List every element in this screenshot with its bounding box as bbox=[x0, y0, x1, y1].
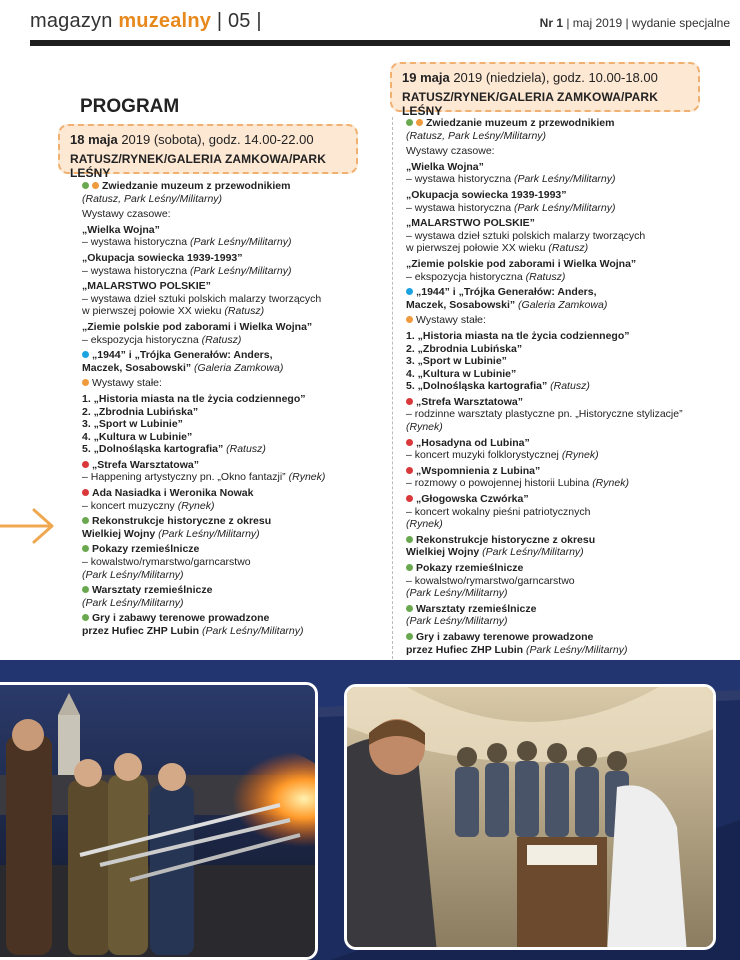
program-item-desc: – wystawa dzieł sztuki polskich malarzy tworzących bbox=[406, 229, 646, 242]
program-item bbox=[82, 321, 357, 346]
program-item-location: (Park Leśny/Militarny) bbox=[406, 615, 508, 628]
program-item-title: „MALARSTWO POLSKIE” bbox=[406, 217, 535, 230]
red-dot-icon bbox=[406, 467, 413, 474]
program-item-title-cont: Wielkiej Wojny bbox=[82, 527, 159, 540]
program-item-title: „Ziemie polskie pod zaborami i Wielka Wojna” bbox=[82, 320, 313, 333]
green-dot-icon bbox=[406, 605, 413, 612]
program-item-desc: w pierwszej połowie XX wieku bbox=[82, 305, 225, 318]
program-item-desc: – Happening artystyczny pn. „Okno fantazji” bbox=[82, 471, 289, 484]
program-item-desc: – koncert muzyki folklorystycznej bbox=[406, 449, 562, 462]
green-dot-icon bbox=[82, 517, 89, 524]
program-item-location: (Ratusz, Park Leśny/Militarny) bbox=[82, 192, 223, 205]
program-item-title: Gry i zabawy terenowe prowadzone bbox=[416, 630, 594, 643]
program-item-title-cont: 3. „Sport w Lubinie” bbox=[406, 355, 507, 368]
program-item-title: „1944” i „Trójka Generałów: Anders, bbox=[92, 349, 273, 362]
day1-date-bold: 18 maja bbox=[70, 132, 118, 147]
program-item-desc: – wystawa historyczna bbox=[82, 236, 190, 249]
program-item bbox=[406, 493, 696, 531]
program-item bbox=[82, 459, 357, 484]
program-item bbox=[406, 189, 696, 214]
program-item-location: (Ratusz) bbox=[548, 242, 589, 255]
program-item-title-cont: Maczek, Sosabowski” bbox=[406, 298, 519, 311]
orange-dot-icon bbox=[82, 379, 89, 386]
program-item bbox=[82, 280, 357, 318]
program-item-title-cont: 5. „Dolnośląska kartografia” bbox=[82, 443, 227, 456]
program-item-title: „Wielka Wojna” bbox=[82, 223, 160, 236]
program-item-title-cont: Wielkiej Wojny bbox=[406, 546, 483, 559]
day1-header-box bbox=[58, 124, 358, 180]
program-item bbox=[406, 603, 696, 628]
program-item-location: (Park Leśny/Militarny) bbox=[513, 201, 616, 214]
program-item-location: (Rynek) bbox=[177, 499, 215, 512]
program-item-desc: – rodzinne warsztaty plastyczne pn. „Historyczne stylizacje” bbox=[406, 408, 683, 421]
program-item bbox=[82, 252, 357, 277]
green-dot-icon bbox=[82, 586, 89, 593]
program-item bbox=[406, 145, 696, 158]
program-item-location: (Park Leśny/Militarny) bbox=[513, 173, 616, 186]
program-item-desc: Wystawy czasowe: bbox=[406, 145, 495, 158]
program-item-location: (Rynek) bbox=[406, 421, 443, 434]
green-dot-icon bbox=[82, 545, 89, 552]
program-item-location: (Ratusz, Park Leśny/Militarny) bbox=[406, 129, 547, 142]
program-item bbox=[406, 465, 696, 490]
program-item-title-cont: 2. „Zbrodnia Lubińska” bbox=[406, 342, 523, 355]
program-item-title: Pokazy rzemieślnicze bbox=[416, 562, 524, 574]
photo-museum-cellar bbox=[344, 684, 716, 950]
program-item-location: (Park Leśny/Militarny) bbox=[189, 264, 292, 277]
program-item-title: Zwiedzanie muzeum z przewodnikiem bbox=[426, 117, 615, 129]
green-dot-icon bbox=[82, 182, 89, 189]
program-item-title: Rekonstrukcje historyczne z okresu bbox=[92, 515, 272, 528]
issue-date: | maj 2019 | wydanie specjalne bbox=[563, 16, 730, 30]
program-item-title: Zwiedzanie muzeum z przewodnikiem bbox=[102, 180, 291, 192]
red-dot-icon bbox=[406, 439, 413, 446]
program-item-location: (Ratusz) bbox=[525, 270, 566, 283]
program-item bbox=[406, 258, 696, 283]
program-item bbox=[406, 161, 696, 186]
program-item-location: (Park Leśny/Militarny) bbox=[82, 568, 184, 581]
program-item-title: Warsztaty rzemieślnicze bbox=[416, 602, 537, 615]
program-item-title: „Strefa Warsztatowa” bbox=[416, 395, 523, 408]
program-item bbox=[82, 208, 357, 221]
program-item-location: (Park Leśny/Militarny) bbox=[82, 596, 184, 609]
program-item bbox=[406, 396, 696, 434]
day2-date bbox=[402, 70, 688, 85]
program-item-title-cont: 4. „Kultura w Lubinie” bbox=[82, 430, 193, 443]
day2-date-bold: 19 maja bbox=[402, 70, 450, 85]
program-item-title: „Ziemie polskie pod zaborami i Wielka Wojna” bbox=[406, 257, 637, 270]
program-item-desc: – kowalstwo/rymarstwo/garncarstwo bbox=[82, 556, 251, 569]
program-item bbox=[82, 180, 357, 205]
photo-reenactors-torches bbox=[0, 682, 318, 960]
red-dot-icon bbox=[406, 495, 413, 502]
program-item-desc: – wystawa historyczna bbox=[406, 201, 514, 214]
program-item bbox=[406, 117, 696, 142]
program-item bbox=[82, 224, 357, 249]
program-item-desc: – rozmowy o powojennej historii Lubina bbox=[406, 477, 593, 490]
program-item bbox=[82, 543, 357, 581]
day1-venues: RATUSZ/RYNEK/GALERIA ZAMKOWA/PARK LEŚNY bbox=[70, 152, 326, 180]
program-item-desc: – wystawa dzieł sztuki polskich malarzy tworzących bbox=[82, 292, 322, 305]
blue-dot-icon bbox=[406, 288, 413, 295]
program-item-desc: – koncert muzyczny bbox=[82, 499, 178, 512]
day1-date bbox=[70, 132, 346, 147]
program-item bbox=[406, 217, 696, 255]
program-item bbox=[406, 330, 696, 393]
green-dot-icon bbox=[406, 119, 413, 126]
program-item bbox=[82, 515, 357, 540]
program-item-title: „Hosadyna od Lubina” bbox=[416, 436, 530, 449]
program-item bbox=[82, 349, 357, 374]
day2-date-rest: 2019 (niedziela), godz. 10.00-18.00 bbox=[449, 70, 658, 85]
program-item-title: „Głogowska Czwórka” bbox=[416, 493, 529, 506]
red-dot-icon bbox=[82, 461, 89, 468]
program-item-location: (Park Leśny/Militarny) bbox=[158, 527, 260, 540]
day1-date-rest: 2019 (sobota), godz. 14.00-22.00 bbox=[117, 132, 314, 147]
day2-program-list bbox=[406, 117, 696, 659]
header-rule bbox=[30, 40, 730, 46]
program-item-title-cont: 4. „Kultura w Lubinie” bbox=[406, 367, 517, 380]
program-item bbox=[82, 377, 357, 390]
program-item-location: (Park Leśny/Militarny) bbox=[525, 643, 628, 656]
green-dot-icon bbox=[82, 614, 89, 621]
program-item-title-cont: 2. „Zbrodnia Lubińska” bbox=[82, 405, 199, 418]
program-item-location: (Park Leśny/Militarny) bbox=[201, 625, 304, 637]
program-item-desc: Wystawy stałe: bbox=[416, 314, 486, 327]
photo-reenactors-image bbox=[0, 685, 318, 960]
red-dot-icon bbox=[82, 489, 89, 496]
program-item-title-cont: przez Hufiec ZHP Lubin bbox=[82, 625, 202, 637]
green-dot-icon bbox=[406, 633, 413, 640]
day2-header-box bbox=[390, 62, 700, 118]
brand-bold: muzealny bbox=[118, 10, 212, 32]
orange-dot-icon bbox=[416, 119, 423, 126]
program-item bbox=[406, 286, 696, 311]
arrow-right-icon bbox=[0, 504, 58, 548]
program-item bbox=[82, 393, 357, 456]
program-item-location: (Park Leśny/Militarny) bbox=[189, 236, 292, 249]
program-item-desc: – ekspozycja historyczna bbox=[406, 270, 526, 283]
red-dot-icon bbox=[406, 398, 413, 405]
orange-dot-icon bbox=[92, 182, 99, 189]
green-dot-icon bbox=[406, 564, 413, 571]
program-item-title-cont: 1. „Historia miasta na tle życia codziennego” bbox=[406, 329, 630, 342]
program-item bbox=[406, 314, 696, 327]
day2-venues: RATUSZ/RYNEK/GALERIA ZAMKOWA/PARK LEŚNY bbox=[402, 90, 658, 118]
program-item-desc: Wystawy czasowe: bbox=[82, 208, 171, 221]
program-item-location: (Park Leśny/Militarny) bbox=[482, 546, 584, 559]
program-item-location: (Galeria Zamkowa) bbox=[194, 361, 284, 374]
program-item bbox=[406, 631, 696, 656]
program-item-location: (Rynek) bbox=[592, 477, 629, 490]
program-item-location: (Rynek) bbox=[288, 471, 326, 484]
photo-cellar-image bbox=[347, 687, 716, 950]
program-item-location: (Ratusz) bbox=[224, 305, 265, 318]
magazine-brand bbox=[30, 10, 262, 33]
program-item-desc: – kowalstwo/rymarstwo/garncarstwo bbox=[406, 574, 575, 587]
program-item-title: „Okupacja sowiecka 1939-1993” bbox=[406, 188, 567, 201]
program-item-title-cont: 5. „Dolnośląska kartografia” bbox=[406, 380, 551, 393]
brand-light: magazyn bbox=[30, 10, 119, 32]
program-item-desc: Wystawy stałe: bbox=[92, 377, 162, 390]
program-item-title: „Wielka Wojna” bbox=[406, 160, 484, 173]
program-item-title: Gry i zabawy terenowe prowadzone bbox=[92, 612, 270, 625]
program-item-title-cont: 1. „Historia miasta na tle życia codziennego” bbox=[82, 392, 306, 405]
program-item bbox=[406, 437, 696, 462]
program-item-desc: – koncert wokalny pieśni patriotycznych bbox=[406, 505, 591, 518]
program-item-title: Pokazy rzemieślnicze bbox=[92, 543, 200, 556]
program-item-location: (Galeria Zamkowa) bbox=[518, 298, 608, 311]
program-item-title: „1944” i „Trójka Generałów: Anders, bbox=[416, 286, 597, 299]
program-item-desc: w pierwszej połowie XX wieku bbox=[406, 242, 549, 255]
issue-info bbox=[540, 16, 730, 30]
program-item bbox=[82, 487, 357, 512]
program-title: PROGRAM bbox=[80, 96, 180, 117]
program-item-title-cont: Maczek, Sosabowski” bbox=[82, 361, 195, 374]
program-item-desc: – wystawa historyczna bbox=[82, 264, 190, 277]
brand-page-number: | 05 | bbox=[211, 10, 262, 32]
program-item-title: Warsztaty rzemieślnicze bbox=[92, 584, 213, 597]
page-header bbox=[30, 10, 730, 34]
program-item bbox=[406, 562, 696, 600]
program-item-title-cont: przez Hufiec ZHP Lubin bbox=[406, 643, 526, 656]
blue-dot-icon bbox=[82, 351, 89, 358]
program-item-title: „Strefa Warsztatowa” bbox=[92, 458, 199, 471]
program-item-title: „Wspomnienia z Lubina” bbox=[416, 464, 541, 477]
program-item bbox=[82, 612, 357, 637]
program-item-location: (Rynek) bbox=[406, 518, 443, 531]
program-item-location: (Ratusz) bbox=[550, 380, 590, 393]
program-item bbox=[406, 534, 696, 559]
program-item-location: (Park Leśny/Militarny) bbox=[406, 587, 508, 600]
program-item-title: „Okupacja sowiecka 1939-1993” bbox=[82, 251, 243, 264]
program-item-location: (Ratusz) bbox=[226, 443, 266, 456]
day1-program-list bbox=[82, 180, 357, 641]
issue-number: Nr 1 bbox=[539, 16, 563, 30]
green-dot-icon bbox=[406, 536, 413, 543]
program-item-desc: – ekspozycja historyczna bbox=[82, 333, 202, 346]
program-item bbox=[82, 584, 357, 609]
program-item-location: (Rynek) bbox=[561, 449, 599, 462]
program-item-title: Rekonstrukcje historyczne z okresu bbox=[416, 533, 596, 546]
orange-dot-icon bbox=[406, 316, 413, 323]
program-item-desc: – wystawa historyczna bbox=[406, 173, 514, 186]
program-item-location: (Ratusz) bbox=[201, 333, 242, 346]
column-separator bbox=[392, 117, 393, 659]
program-item-title: Ada Nasiadka i Weronika Nowak bbox=[92, 487, 254, 500]
program-item-title: „MALARSTWO POLSKIE” bbox=[82, 280, 211, 293]
program-item-title-cont: 3. „Sport w Lubinie” bbox=[82, 418, 183, 431]
